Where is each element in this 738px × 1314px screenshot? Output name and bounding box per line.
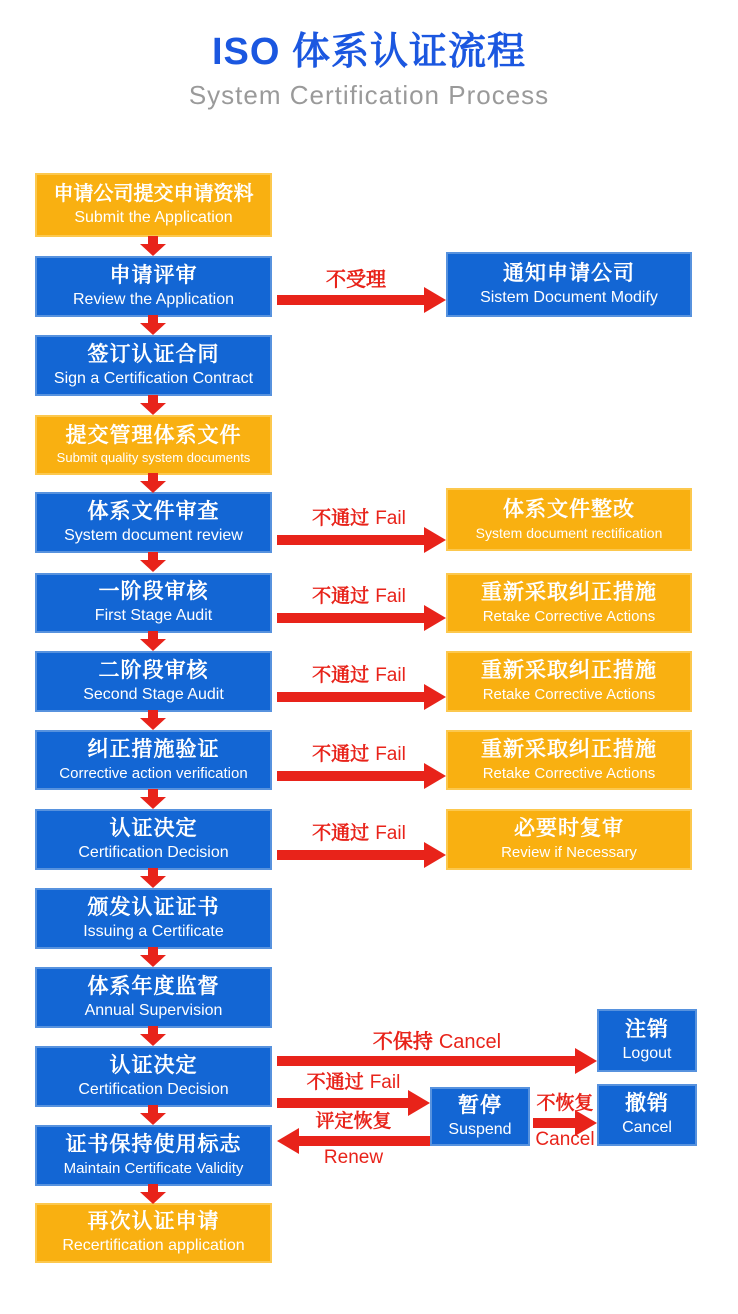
step-label-en: First Stage Audit (94, 607, 213, 625)
down-arrow (140, 474, 166, 493)
branch-box-en: Retake Corrective Actions (482, 686, 656, 704)
arrow-to-suspend (277, 1098, 408, 1108)
down-arrow (140, 869, 166, 888)
down-arrow (140, 1106, 166, 1125)
branch-box-en: Sistem Document Modify (480, 288, 658, 306)
branch-label-zh: 不通过 (312, 744, 370, 765)
branch-box-notify-company (446, 252, 692, 317)
label-not-recover: 不恢复 (536, 1093, 594, 1114)
step-first-stage-audit (35, 573, 272, 633)
label-not-maintain (277, 1030, 597, 1054)
branch-box-zh: 重新采取纠正措施 (481, 737, 657, 761)
branch-box-zh: 体系文件整改 (503, 497, 635, 521)
branch-arrow-second-stage-fail (277, 692, 424, 702)
branch-box-document-rectification (446, 488, 692, 551)
arrow-suspend-to-revoke (533, 1118, 575, 1128)
step-submit-system-documents (35, 415, 272, 475)
box-logout (597, 1009, 697, 1072)
down-arrow (140, 237, 166, 256)
label-en: Cancel (438, 1031, 502, 1053)
box-suspend (430, 1087, 530, 1146)
box-suspend-zh: 暂停 (458, 1093, 502, 1117)
step-label-en: Second Stage Audit (83, 685, 224, 703)
step-label-zh: 认证决定 (109, 816, 198, 840)
down-arrow (140, 1185, 166, 1204)
step-certification-decision (35, 809, 272, 870)
branch-label-zh: 不通过 (312, 586, 370, 607)
step-label-en: Corrective action verification (59, 764, 248, 782)
step-label-en: Submit quality system documents (56, 450, 251, 466)
step-label-en: Maintain Certificate Validity (63, 1160, 244, 1178)
branch-box-zh: 必要时复审 (514, 817, 624, 841)
label-fail-bottom (277, 1072, 430, 1095)
branch-box-review-if-necessary (446, 809, 692, 870)
step-label-en: Review the Application (73, 290, 234, 308)
down-arrow (140, 948, 166, 967)
down-arrow (140, 632, 166, 651)
down-arrow (140, 316, 166, 335)
branch-box-en: System document rectification (475, 525, 663, 542)
page-subtitle: System Certification Process (188, 80, 550, 110)
branch-label-zh: 不通过 (312, 665, 370, 686)
step-sign-contract (35, 335, 272, 396)
branch-label-rejected (272, 268, 446, 292)
branch-label-fail (272, 823, 446, 846)
step-recertification-application (35, 1203, 272, 1263)
branch-arrow-corrective-fail (277, 771, 424, 781)
branch-label-en: Fail (375, 823, 406, 844)
step-label-en: Sign a Certification Contract (53, 369, 254, 387)
branch-label-fail (272, 508, 446, 531)
label-renew-zh: 评定恢复 (315, 1111, 392, 1132)
step-label-zh: 体系文件审查 (87, 499, 220, 523)
branch-label-fail (272, 744, 446, 767)
step-label-zh: 一阶段审核 (98, 580, 209, 604)
step-label-zh: 提交管理体系文件 (65, 423, 242, 447)
step-issue-certificate (35, 888, 272, 949)
step-corrective-action-verification (35, 730, 272, 790)
box-revoke-zh: 撤销 (625, 1092, 669, 1116)
box-revoke-en: Cancel (622, 1119, 672, 1137)
step-second-stage-audit (35, 651, 272, 712)
branch-label-en: Fail (375, 665, 406, 686)
box-revoke (597, 1084, 697, 1146)
label-cancel-en: Cancel (535, 1129, 595, 1150)
branch-label-zh: 不通过 (312, 508, 370, 529)
box-suspend-en: Suspend (448, 1120, 512, 1138)
branch-box-zh: 重新采取纠正措施 (481, 580, 657, 604)
step-submit-application (35, 173, 272, 237)
branch-label-en: Fail (375, 586, 406, 607)
branch-box-en: Retake Corrective Actions (482, 764, 656, 782)
step-label-zh: 申请评审 (109, 263, 198, 287)
branch-box-zh: 通知申请公司 (503, 261, 635, 285)
step-label-en: Recertification application (62, 1237, 245, 1255)
step-maintain-certificate-validity (35, 1125, 272, 1186)
branch-box-en: Review if Necessary (501, 844, 637, 862)
branch-arrow-doc-review-fail (277, 535, 424, 545)
step-label-en: Certification Decision (78, 843, 229, 861)
box-logout-zh: 注销 (625, 1017, 669, 1041)
branch-label-en: Fail (375, 744, 406, 765)
step-label-en: Issuing a Certificate (83, 922, 224, 940)
step-label-zh: 体系年度监督 (87, 974, 220, 998)
step-label-en: Certification Decision (78, 1080, 229, 1098)
branch-arrow-rejected (277, 295, 424, 305)
down-arrow (140, 790, 166, 809)
branch-arrow-decision-fail (277, 850, 424, 860)
down-arrow (140, 1027, 166, 1046)
label-zh: 不保持 (372, 1031, 433, 1053)
box-logout-en: Logout (622, 1044, 672, 1062)
step-label-en: System document review (64, 526, 243, 544)
label-en: Fail (369, 1072, 401, 1093)
down-arrow (140, 711, 166, 730)
branch-box-zh: 重新采取纠正措施 (481, 659, 657, 683)
step-label-zh: 纠正措施验证 (87, 737, 220, 761)
branch-label-zh: 不通过 (312, 823, 370, 844)
branch-box-retake-actions-1 (446, 573, 692, 633)
branch-box-retake-actions-2 (446, 651, 692, 712)
label-zh: 不通过 (306, 1072, 364, 1093)
branch-label-fail (272, 665, 446, 688)
branch-label-fail (272, 586, 446, 609)
branch-label-zh: 不受理 (326, 269, 386, 291)
branch-arrow-first-stage-fail (277, 613, 424, 623)
arrow-renew-return (299, 1136, 430, 1146)
arrow-to-logout (277, 1056, 575, 1066)
step-annual-supervision (35, 967, 272, 1028)
step-label-zh: 申请公司提交申请资料 (53, 182, 254, 205)
step-certification-decision-2 (35, 1046, 272, 1107)
step-label-zh: 认证决定 (109, 1053, 198, 1077)
step-label-zh: 二阶段审核 (98, 658, 209, 682)
label-renew-en: Renew (323, 1147, 384, 1168)
down-arrow (140, 396, 166, 415)
step-document-review (35, 492, 272, 553)
step-review-application (35, 256, 272, 317)
step-label-zh: 颁发认证证书 (87, 895, 220, 919)
branch-label-en: Fail (375, 508, 406, 529)
step-label-en: Submit the Application (74, 208, 233, 226)
step-label-zh: 再次认证申请 (87, 1210, 220, 1234)
page-title: ISO 体系认证流程 (211, 31, 527, 73)
step-label-en: Annual Supervision (84, 1001, 223, 1019)
branch-box-retake-actions-3 (446, 730, 692, 790)
branch-box-en: Retake Corrective Actions (482, 607, 656, 625)
down-arrow (140, 553, 166, 572)
step-label-zh: 签订认证合同 (87, 342, 220, 366)
step-label-zh: 证书保持使用标志 (65, 1133, 242, 1157)
